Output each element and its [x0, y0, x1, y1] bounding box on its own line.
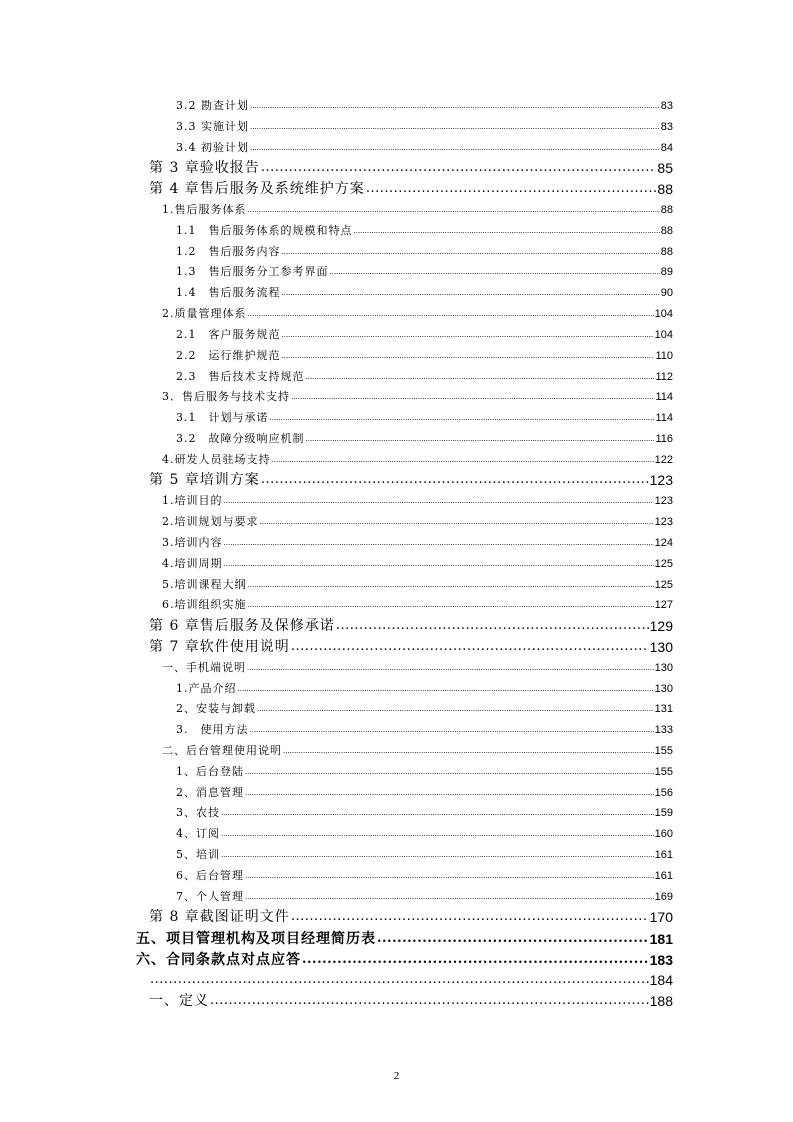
toc-page: 114 [655, 412, 673, 424]
toc-page: 90 [660, 287, 673, 299]
toc-entry[interactable] [162, 661, 673, 675]
toc-entry[interactable] [162, 536, 673, 550]
toc-title: 4、订阅 [176, 827, 220, 840]
toc-page: 112 [655, 371, 673, 383]
dot-leader [261, 471, 649, 489]
toc-title: 4.培训周期 [162, 557, 223, 570]
toc-title: 二、后台管理使用说明 [162, 744, 282, 757]
dot-leader [282, 328, 654, 342]
toc-entry[interactable] [149, 908, 673, 926]
toc-title: 3、农技 [176, 806, 220, 819]
toc-title: 六、合同条款点对点应答 [136, 952, 301, 968]
toc-title: 2.3 售后技术支持规范 [176, 370, 305, 383]
dot-leader [257, 702, 654, 716]
toc-title: 3.培训内容 [162, 536, 223, 549]
toc-title: 第 4 章售后服务及系统维护方案 [149, 181, 365, 197]
toc-title: 1、后台登陆 [176, 765, 244, 778]
toc-page: 123 [654, 495, 673, 507]
toc-page: 169 [654, 891, 673, 903]
dot-leader [245, 786, 654, 800]
dot-leader [247, 661, 654, 675]
dot-leader [282, 286, 660, 300]
toc-title: 2.培训规划与要求 [162, 515, 259, 528]
toc-title: 第 3 章验收报告 [149, 160, 260, 176]
toc-entry[interactable] [176, 827, 673, 841]
toc-entry[interactable] [162, 307, 673, 321]
dot-leader [260, 515, 654, 529]
toc-entry[interactable] [149, 638, 673, 656]
toc-entry[interactable] [176, 890, 673, 904]
toc-page: 125 [654, 558, 673, 570]
toc-title: 3．售后服务与技术支持 [162, 390, 290, 403]
toc-title: 2.2 运行维护规范 [176, 349, 281, 362]
toc-page: 104 [654, 329, 673, 341]
toc-title: 一、手机端说明 [162, 661, 246, 674]
toc-title: 1.1 售后服务体系的规模和特点 [176, 224, 353, 237]
dot-leader [291, 390, 654, 404]
dot-leader [366, 180, 657, 198]
dot-leader [272, 453, 654, 467]
toc-entry[interactable] [176, 702, 673, 716]
toc-page: 88 [660, 225, 673, 237]
toc-title: 1.产品介绍 [176, 682, 237, 695]
toc-title: 第 5 章培训方案 [149, 472, 260, 488]
toc-entry[interactable] [176, 723, 673, 737]
dot-leader [210, 992, 649, 1010]
toc-page: 161 [654, 870, 673, 882]
toc-title: 6、后台管理 [176, 869, 244, 882]
toc-entry[interactable] [149, 471, 673, 489]
dot-leader [270, 411, 655, 425]
toc-entry[interactable] [176, 765, 673, 779]
toc-page: 122 [654, 454, 673, 466]
toc-title: 2.1 客户服务规范 [176, 328, 281, 341]
toc-entry[interactable] [176, 265, 673, 279]
toc-page: 184 [649, 972, 673, 988]
toc-page: 181 [649, 931, 673, 947]
toc-title: 1.4 售后服务流程 [176, 286, 281, 299]
toc-title: 1.3 售后服务分工参考界面 [176, 265, 329, 278]
toc-title: 3.1 计划与承诺 [176, 411, 269, 424]
toc-title: 1.售后服务体系 [162, 203, 247, 216]
dot-leader [245, 869, 654, 883]
toc-entry[interactable] [176, 99, 673, 113]
toc-page: 188 [649, 993, 673, 1009]
toc-page: 83 [660, 100, 673, 112]
toc-entry[interactable] [149, 159, 673, 177]
toc-title: 5.培训课程大纲 [162, 578, 247, 591]
toc-entry[interactable] [149, 971, 673, 989]
toc-entry[interactable] [176, 806, 673, 820]
dot-leader [248, 598, 654, 612]
toc-title: 1.2 售后服务内容 [176, 245, 281, 258]
toc-title: 3.2 故障分级响应机制 [176, 432, 305, 445]
toc-page: 114 [655, 391, 673, 403]
toc-entry[interactable] [162, 494, 673, 508]
toc-page: 183 [649, 952, 673, 968]
toc-page: 127 [654, 599, 673, 611]
toc-entry[interactable] [149, 992, 673, 1010]
dot-leader [224, 536, 654, 550]
dot-leader [261, 159, 657, 177]
toc-page: 159 [654, 807, 673, 819]
toc-entry[interactable] [176, 120, 673, 134]
dot-leader [282, 245, 660, 259]
toc-page: 88 [660, 204, 673, 216]
toc-page: 130 [649, 639, 673, 655]
dot-leader [221, 827, 654, 841]
toc-entry[interactable] [149, 617, 673, 635]
dot-leader [248, 203, 660, 217]
toc-title: 2、消息管理 [176, 786, 244, 799]
toc-page: 155 [654, 766, 673, 778]
toc-page: 156 [654, 787, 673, 799]
toc-title: 第 8 章截图证明文件 [149, 909, 290, 925]
toc-page: 85 [657, 160, 673, 176]
toc-title: 3.3 实施计划 [176, 120, 249, 133]
toc-title: 第 7 章软件使用说明 [149, 639, 290, 655]
toc-page: 84 [660, 142, 673, 154]
toc-page: 130 [654, 683, 673, 695]
toc-title: 3.4 初验计划 [176, 141, 249, 154]
toc-title: 五、项目管理机构及项目经理简历表 [136, 931, 376, 947]
toc-page: 88 [657, 181, 673, 197]
dot-leader [250, 723, 654, 737]
toc-entry[interactable] [136, 930, 673, 948]
dot-leader [221, 806, 654, 820]
toc-entry[interactable] [149, 180, 673, 198]
toc-title: 2、安装与卸载 [176, 702, 256, 715]
dot-leader [283, 744, 654, 758]
dot-leader [238, 682, 654, 696]
dot-leader [291, 638, 649, 656]
dot-leader [282, 349, 655, 363]
toc-entry[interactable] [176, 786, 673, 800]
dot-leader [248, 578, 654, 592]
toc-page: 160 [654, 828, 673, 840]
toc-page: 116 [655, 433, 673, 445]
toc-title: 3. 使用方法 [176, 723, 249, 736]
toc-entry[interactable] [176, 328, 673, 342]
toc-page: 125 [654, 579, 673, 591]
dot-leader [330, 265, 660, 279]
dot-leader [224, 557, 654, 571]
dot-leader [250, 141, 660, 155]
dot-leader [224, 494, 654, 508]
toc-page: 130 [654, 662, 673, 674]
dot-leader [354, 224, 660, 238]
toc-entry[interactable] [176, 224, 673, 238]
toc-entry[interactable] [162, 557, 673, 571]
toc-title: 1.培训目的 [162, 494, 223, 507]
toc-page: 123 [649, 472, 673, 488]
toc-title: 2.质量管理体系 [162, 307, 247, 320]
dot-leader [336, 617, 649, 635]
dot-leader [302, 951, 649, 969]
toc-entry[interactable] [162, 390, 673, 404]
toc-page: 124 [654, 537, 673, 549]
toc-entry[interactable] [176, 245, 673, 259]
toc-entry[interactable] [176, 286, 673, 300]
dot-leader [306, 370, 655, 384]
toc-entry[interactable] [176, 349, 673, 363]
toc-title: 第 6 章售后服务及保修承诺 [149, 618, 335, 634]
toc-page: 88 [660, 246, 673, 258]
toc-entry[interactable] [162, 578, 673, 592]
dot-leader [250, 120, 660, 134]
toc-page: 110 [655, 350, 673, 362]
toc-page: 131 [654, 703, 673, 715]
toc-page: 123 [654, 516, 673, 528]
toc-entry[interactable] [162, 203, 673, 217]
page-number: 2 [393, 1070, 400, 1082]
dot-leader [245, 765, 654, 779]
toc-page: 170 [649, 909, 673, 925]
toc-entry[interactable] [176, 432, 673, 446]
toc-title: 7、个人管理 [176, 890, 244, 903]
dot-leader [250, 99, 660, 113]
toc-entry[interactable] [176, 869, 673, 883]
toc-entry[interactable] [176, 411, 673, 425]
toc-page: 129 [649, 618, 673, 634]
dot-leader [377, 930, 649, 948]
toc-page: 133 [654, 724, 673, 736]
toc-entry[interactable] [162, 453, 673, 467]
toc-entry[interactable] [162, 515, 673, 529]
dot-leader [245, 890, 654, 904]
toc-title: 4.研发人员驻场支持 [162, 453, 271, 466]
dot-leader [291, 908, 649, 926]
dot-leader [221, 848, 654, 862]
toc-entry[interactable] [162, 744, 673, 758]
toc-title: 3.2 勘查计划 [176, 99, 249, 112]
toc-title: 5、培训 [176, 848, 220, 861]
toc-entry[interactable] [176, 682, 673, 696]
toc-entry[interactable] [136, 951, 673, 969]
toc-title: 一、定义 [149, 993, 209, 1009]
dot-leader [150, 971, 649, 989]
toc-page: 104 [654, 308, 673, 320]
toc-page: 83 [660, 121, 673, 133]
toc-title: 6.培训组织实施 [162, 598, 247, 611]
toc-entry[interactable] [162, 598, 673, 612]
toc-page: 155 [654, 745, 673, 757]
dot-leader [306, 432, 655, 446]
toc-entry[interactable] [176, 370, 673, 384]
dot-leader [248, 307, 654, 321]
toc-entry[interactable] [176, 848, 673, 862]
toc-entry[interactable] [176, 141, 673, 155]
toc-page: 161 [654, 849, 673, 861]
toc-page: 89 [660, 266, 673, 278]
